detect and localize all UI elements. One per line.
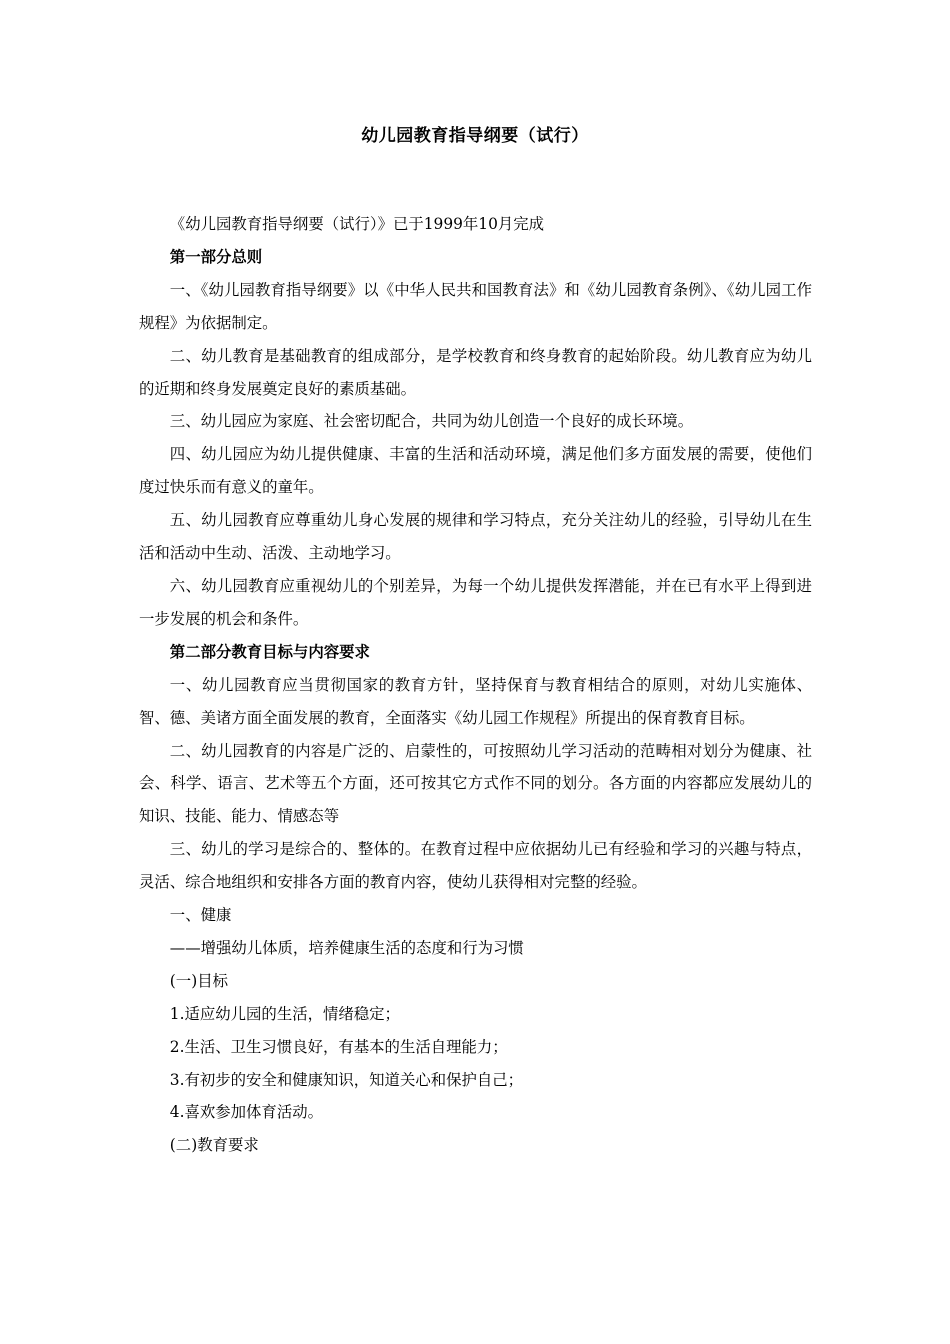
section-heading: 第二部分教育目标与内容要求 — [169, 642, 370, 661]
document-body — [139, 208, 812, 1162]
requirements-heading: (二)教育要求 — [169, 1136, 259, 1155]
body-paragraph: 二、幼儿园教育的内容是广泛的、启蒙性的，可按照幼儿学习活动的范畴相对划分为健康、社会、科学、语言、艺术等五个方面，还可按其它方式作不同的划分。各方面的内容都应发展幼儿的知识、技能、能力、情感态等 — [139, 741, 812, 826]
body-paragraph: 六、幼儿园教育应重视幼儿的个别差异，为每一个幼儿提供发挥潜能，并在已有水平上得到进一步发展的机会和条件。 — [139, 576, 812, 628]
body-paragraph: 一、幼儿园教育应当贯彻国家的教育方针，坚持保育与教育相结合的原则，对幼儿实施体、智、德、美诸方面全面发展的教育，全面落实《幼儿园工作规程》所提出的保育教育目标。 — [139, 675, 812, 727]
body-paragraph: 三、幼儿的学习是综合的、整体的。在教育过程中应依据幼儿已有经验和学习的兴趣与特点，灵活、综合地组织和安排各方面的教育内容，使幼儿获得相对完整的经验。 — [139, 840, 812, 892]
subsection-heading: 一、健康 — [169, 906, 232, 925]
subsection-subtitle: ——增强幼儿体质，培养健康生活的态度和行为习惯 — [169, 938, 524, 957]
body-paragraph: 一、《幼儿园教育指导纲要》以《中华人民共和国教育法》和《幼儿园教育条例》、《幼儿园工作规程》为依据制定。 — [139, 280, 812, 332]
goal-list-item: 2.生活、卫生习惯良好，有基本的生活自理能力； — [169, 1037, 508, 1056]
document-title: 幼儿园教育指导纲要（试行） — [361, 126, 589, 146]
goal-list-item: 3.有初步的安全和健康知识，知道关心和保护自己； — [169, 1070, 524, 1089]
section-heading: 第一部分总则 — [169, 247, 263, 266]
body-paragraph: 三、幼儿园应为家庭、社会密切配合，共同为幼儿创造一个良好的成长环境。 — [169, 412, 694, 431]
body-paragraph: 二、幼儿教育是基础教育的组成部分，是学校教育和终身教育的起始阶段。幼儿教育应为幼儿的近期和终身发展奠定良好的素质基础。 — [139, 346, 812, 398]
goal-list-item: 4.喜欢参加体育活动。 — [169, 1103, 323, 1122]
body-paragraph: 五、幼儿园教育应尊重幼儿身心发展的规律和学习特点，充分关注幼儿的经验，引导幼儿在生活和活动中生动、活泼、主动地学习。 — [139, 511, 812, 563]
goal-heading: (一)目标 — [169, 971, 228, 990]
intro-paragraph: 《幼儿园教育指导纲要（试行）》已于1999年10月完成 — [169, 215, 545, 233]
goal-list-item: 1.适应幼儿园的生活，情绪稳定； — [169, 1004, 400, 1023]
body-paragraph: 四、幼儿园应为幼儿提供健康、丰富的生活和活动环境，满足他们多方面发展的需要，使他们度过快乐而有意义的童年。 — [139, 445, 812, 497]
